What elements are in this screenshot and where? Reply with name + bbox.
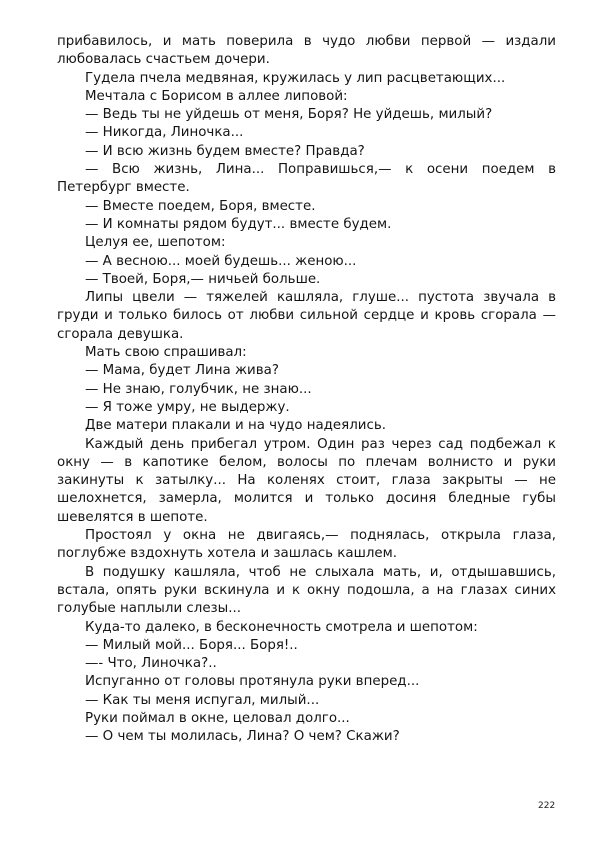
paragraph: — Я тоже умру, не выдержу. [85, 399, 290, 415]
page-number: 222 [538, 801, 556, 811]
paragraph: Мать свою спрашивал: [85, 345, 247, 361]
paragraph: — Никогда, Линочка... [85, 125, 244, 141]
paragraph: Простоял у окна не двигаясь,— поднялась, открыла глаза, поглубже вздохнуть хотела и зашлась кашлем. [57, 528, 556, 562]
paragraph: Куда-то далеко, в бесконечность смотрела и шепотом: [85, 619, 478, 635]
paragraph: — Вместе поедем, Боря, вместе. [85, 198, 316, 214]
paragraph: — Твоей, Боря,— ничьей больше. [85, 271, 321, 287]
paragraph: — Милый мой... Боря... Боря!.. [85, 637, 298, 653]
paragraph: — О чем ты молилась, Лина? О чем? Скажи? [85, 729, 400, 745]
paragraph: Руки поймал в окне, целовал долго... [85, 710, 350, 726]
paragraph: — Всю жизнь, Лина... Поправишься,— к осени поедем в Петербург вместе. [57, 162, 556, 196]
paragraph: — И комнаты рядом будут... вместе будем. [85, 216, 392, 232]
paragraph: — Как ты меня испугал, милый... [85, 692, 320, 708]
paragraph: — А весною... моей будешь... женою... [85, 253, 357, 269]
paragraph: —- Что, Линочка?.. [85, 656, 217, 672]
paragraph: — И всю жизнь будем вместе? Правда? [85, 143, 365, 159]
paragraph: Две матери плакали и на чудо надеялись. [85, 418, 386, 434]
paragraph: В подушку кашляла, чтоб не слыхала мать, и, отдышавшись, встала, опять руки вскинула и к окну подошла, а на глазах синих голубые наплыли слезы... [57, 564, 556, 617]
paragraph: Испуганно от головы протянула руки вперед... [85, 674, 420, 690]
paragraph: прибавилось, и мать поверила в чудо любви первой — издали любовалась счастьем дочери. [57, 34, 556, 68]
page-body [57, 33, 556, 747]
paragraph: — Не знаю, голубчик, не знаю... [85, 381, 312, 397]
paragraph: Гудела пчела медвяная, кружилась у лип расцветающих... [85, 70, 506, 86]
paragraph: Липы цвели — тяжелей кашляла, глуше... пустота звучала в груди и только билось от любви сильной сердце и кровь сгорала — сгорала девушка. [57, 290, 556, 342]
paragraph: Мечтала с Борисом в аллее липовой: [85, 88, 348, 104]
paragraph: — Мама, будет Лина жива? [85, 363, 279, 379]
paragraph: Каждый день прибегал утром. Один раз через сад подбежал к окну — в капотике белом, волосы по плечам волнисто и руки закинуты к затылку... На коленях стоит, глаза закрыты — не шелохнется, замерла, молится и только досиня бледные губы шевелятся в шепоте. [57, 436, 556, 525]
paragraph: — Ведь ты не уйдешь от меня, Боря? Не уйдешь, милый? [85, 107, 493, 123]
paragraph: Целуя ее, шепотом: [85, 235, 226, 251]
